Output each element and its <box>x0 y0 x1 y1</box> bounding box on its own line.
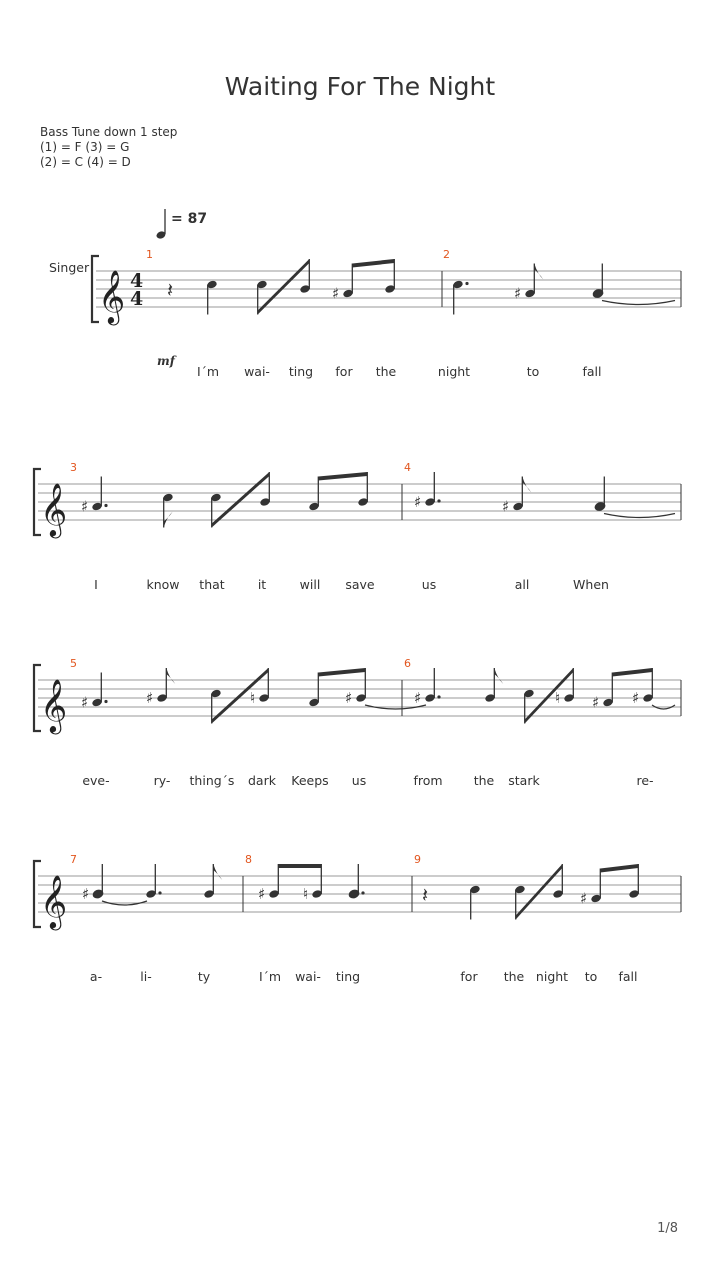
sharp-icon: ♯ <box>514 284 522 303</box>
treble-clef-icon: 𝄞 <box>40 678 68 732</box>
lyric-syllable: the <box>473 773 495 788</box>
sharp-icon: ♯ <box>580 889 588 908</box>
note-flag <box>213 864 222 880</box>
dynamic-marking: mf <box>157 354 175 368</box>
note-flag <box>494 668 503 684</box>
sharp-icon: ♯ <box>345 689 353 707</box>
tuning-line: (1) = F (3) = G <box>40 140 130 154</box>
lyric-syllable: Keeps <box>291 773 329 788</box>
measure-number: 7 <box>70 853 77 866</box>
augmentation-dot <box>465 282 468 285</box>
natural-icon: ♮ <box>303 885 309 903</box>
augmentation-dot <box>104 700 107 703</box>
beam <box>612 668 652 677</box>
lyric-syllable: a- <box>89 969 103 984</box>
sharp-icon: ♯ <box>592 693 600 712</box>
lyric-syllable: us <box>351 773 367 788</box>
staff-system-3 <box>34 657 681 788</box>
lyric-syllable: from <box>413 773 443 788</box>
beam <box>352 259 394 268</box>
augmentation-dot <box>437 695 440 698</box>
sharp-icon: ♯ <box>414 689 422 707</box>
quarter-rest-icon: 𝄽 <box>167 278 174 302</box>
measure-number: 5 <box>70 657 77 670</box>
tie-arc <box>602 301 675 305</box>
augmentation-dot <box>158 891 161 894</box>
measure-number: 3 <box>70 461 77 474</box>
lyric-syllable: to <box>526 364 540 379</box>
lyric-syllable: eve- <box>82 773 110 788</box>
lyric-syllable: thing´s <box>189 773 235 788</box>
lyric-syllable: for <box>335 364 353 379</box>
lyric-syllable: will <box>299 577 321 592</box>
lyric-syllable: night <box>535 969 569 984</box>
lyric-syllable: wai- <box>244 364 270 379</box>
lyric-syllable: all <box>514 577 530 592</box>
time-signature-bottom: 4 <box>130 288 144 310</box>
lyric-syllable: stark <box>508 773 540 788</box>
lyric-syllable: ting <box>288 364 314 379</box>
beam <box>600 864 638 873</box>
lyric-syllable: ting <box>335 969 361 984</box>
measure-number: 4 <box>404 461 411 474</box>
lyric-syllable: When <box>573 577 609 592</box>
measure-number: 9 <box>414 853 421 866</box>
lyric-syllable: know <box>146 577 180 592</box>
beam <box>212 668 269 724</box>
lyric-syllable: I´m <box>196 364 220 379</box>
beam <box>278 864 321 868</box>
lyric-syllable: the <box>375 364 397 379</box>
note-flag <box>166 668 175 684</box>
tempo-value: = 87 <box>171 211 208 227</box>
lyric-syllable: li- <box>140 969 152 984</box>
sharp-icon: ♯ <box>502 497 510 516</box>
augmentation-dot <box>104 504 107 507</box>
lyric-syllable: fall <box>582 364 602 379</box>
sharp-icon: ♯ <box>414 493 422 511</box>
beam <box>318 472 367 481</box>
tempo-marking <box>156 209 208 240</box>
staff-system-4 <box>34 853 681 984</box>
treble-clef-icon: 𝄞 <box>98 269 126 323</box>
tuning-line: (2) = C (4) = D <box>40 155 131 169</box>
sharp-icon: ♯ <box>81 693 89 712</box>
lyric-syllable: night <box>437 364 471 379</box>
measure-number: 8 <box>245 853 252 866</box>
sharp-icon: ♯ <box>81 497 89 516</box>
sharp-icon: ♯ <box>332 284 340 303</box>
beam <box>212 472 270 528</box>
lyric-syllable: to <box>584 969 598 984</box>
lyric-syllable: the <box>503 969 525 984</box>
lyric-syllable: re- <box>636 773 654 788</box>
natural-icon: ♮ <box>555 689 561 707</box>
sharp-icon: ♯ <box>258 885 266 903</box>
lyric-syllable: ty <box>197 969 211 984</box>
lyric-syllable: us <box>421 577 437 592</box>
lyric-syllable: save <box>345 577 375 592</box>
sharp-icon: ♯ <box>632 689 640 707</box>
staff-system-2 <box>34 461 681 592</box>
score-title: Waiting For The Night <box>224 72 496 101</box>
sharp-icon: ♯ <box>146 689 154 707</box>
beam <box>258 259 310 315</box>
lyric-syllable: ry- <box>153 773 171 788</box>
augmentation-dot <box>437 499 440 502</box>
lyric-syllable: fall <box>618 969 638 984</box>
beam <box>318 668 365 677</box>
instrument-label: Singer <box>49 260 90 275</box>
quarter-rest-icon: 𝄽 <box>422 883 429 907</box>
natural-icon: ♮ <box>250 689 256 707</box>
tie-arc <box>604 514 675 518</box>
treble-clef-icon: 𝄞 <box>40 874 68 928</box>
lyric-syllable: I <box>94 577 98 592</box>
augmentation-dot <box>361 891 364 894</box>
measure-number: 2 <box>443 248 450 261</box>
lyric-syllable: that <box>199 577 225 592</box>
treble-clef-icon: 𝄞 <box>40 482 68 536</box>
tuning-line: Bass Tune down 1 step <box>40 125 178 139</box>
lyric-syllable: it <box>257 577 267 592</box>
lyric-syllable: for <box>460 969 478 984</box>
measure-number: 1 <box>146 248 153 261</box>
sharp-icon: ♯ <box>82 885 90 903</box>
time-signature-top: 4 <box>130 270 144 292</box>
lyric-syllable: wai- <box>295 969 321 984</box>
page-number: 1/8 <box>657 1221 678 1236</box>
lyric-syllable: dark <box>248 773 276 788</box>
lyric-syllable: I´m <box>258 969 282 984</box>
measure-number: 6 <box>404 657 411 670</box>
staff-system-1 <box>92 248 681 379</box>
